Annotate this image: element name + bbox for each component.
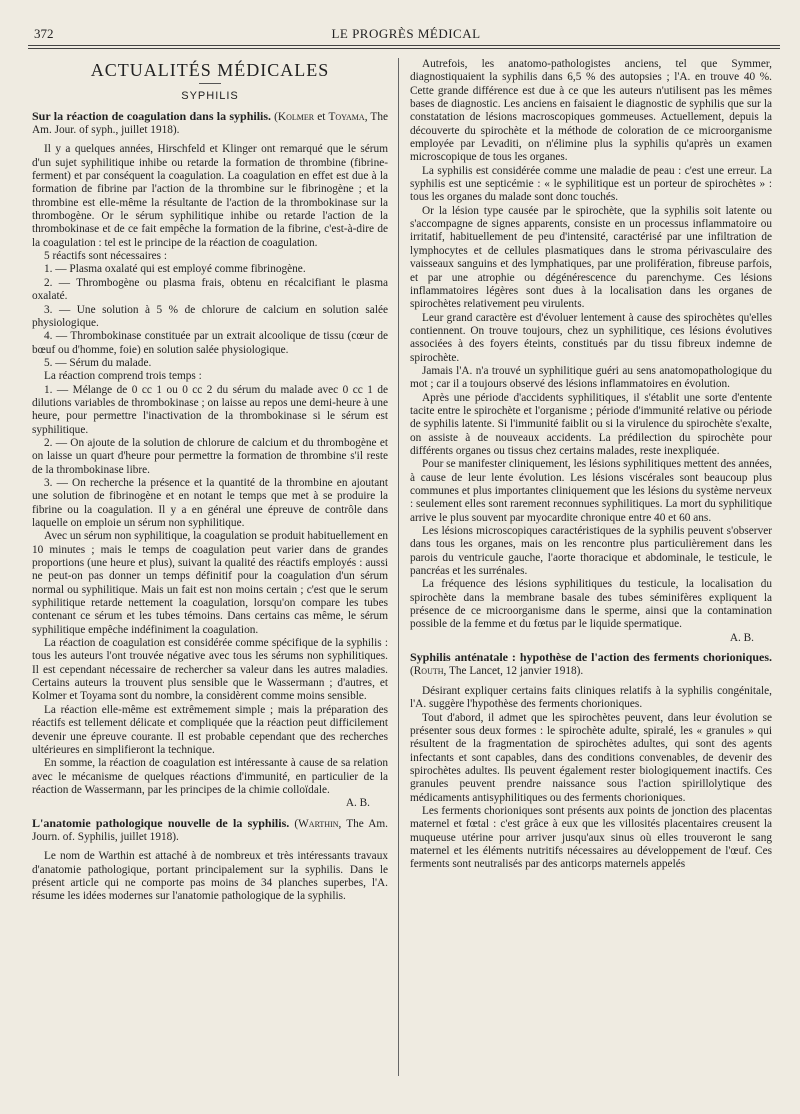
article-paragraph: Désirant expliquer certains faits cliniques relatifs à la syphilis congénitale, l'A. suggère l'hypothèse des ferments chorioniques. (410, 684, 772, 711)
article-paragraph: Or la lésion type causée par le spirochète, que la syphilis soit latente ou s'accompagne de signes apparents, consiste en un processus inflammatoire ou irritatif, habituellement de peu d'intensité, caractérisé par une infiltration de lymphocytes et de cellules plasmatiques dans le stroma périvasculaire des vaisseaux sanguins et des lymphatiques, par une prolifération, fibreuse parfois, et par une atrophie ou dégénérescence du parenchyme. Ces lésions inflammatoires légères sont dues à la localisation dans les organes de spirochètes relativement peu virulents. (410, 204, 772, 311)
article-signature: A. B. (345, 797, 370, 810)
header-rule-double (28, 48, 780, 49)
article-body (410, 685, 772, 872)
article-paragraph: Le nom de Warthin est attaché à de nombreux et très intéressants travaux d'anatomie pathologique, portant principalement sur la syphilis. Dans le présent article qui ne comporte pas moins de 34 planches superbes, l'A. résume les idées modernes sur l'anatomie pathologique de la syphilis. (32, 850, 388, 903)
title-ornament-rule (199, 83, 221, 84)
column-divider (398, 58, 399, 1076)
article-paragraph: Tout d'abord, il admet que les spirochètes peuvent, dans leur évolution se présenter sous deux formes : le spirochète adulte, spiralé, les « granules » qui résultent de la fragmentation de spirochètes adultes, qui sont des agents infectants et sont capables, dans des conditions convenables, de devenir des spirochètes adultes. Ils peuvent également rester biologiquement inactifs. Ces granules peuvent prendre naissance sous l'action spirillolytique des médicaments antisyphilitiques ou des ferments chorioniques. (410, 711, 772, 804)
journal-title: LE PROGRÈS MÉDICAL (331, 26, 481, 41)
article-paragraph: Autrefois, les anatomo-pathologistes anciens, tel que Symmer, diagnostiquaient la syphilis dans 6,5 % des autopsies ; l'A. en trouve 40 %. Cette grande différence est due à ce que les auteurs n'utilisent pas les mêmes bases de diagnostic. Les anciens en faisaient le diagnostic de syphilis que sur la constatation de lésions macroscopiques gommeuses. Actuellement, depuis la découverte du spirochète et la méthode de coloration de ce microorganisme employée par Levaditi, on n'élimine plus la syphilis qu'après un examen microscopique de tous les organes. (410, 58, 772, 164)
article-paragraph: 5. — Sérum du malade. (44, 356, 152, 369)
article-paragraph: La réaction comprend trois temps : (44, 370, 202, 383)
article-paragraph: 1. — Plasma oxalaté qui est employé comme fibrinogène. (44, 263, 306, 276)
article-paragraph: 3. — Une solution à 5 % de chlorure de calcium en solution salée physiologique. (32, 303, 388, 329)
article-heading (32, 110, 388, 138)
article-paragraph: La fréquence des lésions syphilitiques du testicule, la localisation du spirochète dans la membrane basale des tubes séminifères expliquent la présence de ce microorganisme dans le sperme, ainsi que la contamination possible de la femme et du fœtus par le liquide spermatique. (410, 578, 772, 631)
article-paragraph: Les ferments chorioniques sont présents aux points de jonction des placentas maternel et fœtal : c'est grâce à eux que les villosités placentaires creusent la muqueuse utérine pour arriver jusqu'aux sinus où elles trouveront le sang maternel et les éléments nutritifs nécessaires au développement de l'œuf. Ces ferments sont neutralisés par des anticorps maternels appelés (410, 804, 772, 871)
article-body-continued (410, 58, 772, 632)
ref-paren: ( (271, 110, 278, 123)
article-paragraph: 2. — On ajoute de la solution de chlorure de calcium et du thrombogène et on laisse un quart d'heure pour permettre la formation de thrombine s'il reste de la thrombokinase libre. (32, 436, 388, 476)
ref-paren: ( (289, 817, 299, 830)
article-paragraph: La syphilis est considérée comme une maladie de peau : c'est une erreur. La syphilis est une septicémie : « le syphilitique est un porteur de spirochètes » : tous les organes du malade sont donc touchés. (410, 164, 772, 204)
article-title: L'anatomie pathologique nouvelle de la syphilis. (32, 815, 290, 830)
ref-paren: ( (410, 665, 414, 678)
section-title: ACTUALITÉS MÉDICALES (90, 60, 330, 80)
article-author: Toyama (328, 110, 365, 123)
article-heading (32, 817, 388, 845)
article-paragraph: Les lésions microscopiques caractéristiques de la syphilis peuvent s'observer dans tous les organes, mais on les rencontre plus particulièrement dans les parois du ventricule gauche, l'aorte thoracique et abdominale, le testicule, le pancréas et les surrénales. (410, 525, 772, 578)
article-heading (410, 651, 772, 679)
article-paragraph: Jamais l'A. n'a trouvé un syphilitique guéri au sens anatomopathologique du mot ; car il a toujours observé des lésions inflammatoires en évolution. (410, 364, 772, 391)
article-title: Syphilis anténatale : hypothèse de l'action des ferments chorioniques. (410, 650, 772, 665)
article-reference: , The Lancet, 12 janvier 1918). (443, 665, 584, 678)
article-paragraph: Avec un sérum non syphilitique, la coagulation se produit habituellement en 10 minutes ; mais le temps de coagulation peut varier dans de grandes proportions (une heure et plus), suivant la qualité des réactifs employés : aussi ne peut-on pas donner un temps définitif pour la coagulation d'un sérum normal ou syphilitique. Mais un fait est non moins certain ; c'est que le serum syphilitique retarde nettement la coagulation, lorsqu'on compare les tubes contenant ce sérum et les tubes témoins. Dans certains cas même, le sérum syphilitique empêche indéfiniment la coagulation. (32, 530, 388, 636)
article-author: Warthin (298, 817, 339, 830)
article-paragraph: 3. — On recherche la présence et la quantité de la thrombine en ajoutant une solution de fibrinogène et en notant le temps que met à se produire la fibrine ou la coagulation. Il y a en général une épreuve de contrôle dans laquelle on emploie un sérum non syphilitique. (32, 476, 388, 529)
article-paragraph: La réaction elle-même est extrêmement simple ; mais la préparation des réactifs est tellement délicate et compliquée que la réaction peut difficilement devenir une épreuve courante. Il est probable cependant que des recherches ultérieures en simplifieront la technique. (32, 703, 388, 756)
article-paragraph: La réaction de coagulation est considérée comme spécifique de la syphilis : tous les auteurs l'ont trouvée négative avec tous les sérums non syphilitiques. Il est cependant nécessaire de rechercher sa valeur dans les autres maladies. Certains auteurs la trouvent plus sensible que le Wassermann ; d'autres, et Kolmer et Toyama sont du nombre, la considèrent comme moins sensible. (32, 637, 388, 703)
page-header (34, 26, 778, 44)
section-subheading: SYPHILIS (181, 90, 239, 103)
article-paragraph: 2. — Thrombogène ou plasma frais, obtenu en récalcifiant le plasma oxalaté. (32, 276, 388, 303)
article-title: Sur la réaction de coagulation dans la syphilis. (32, 108, 272, 123)
article-body (32, 143, 388, 797)
left-column (32, 58, 388, 1074)
article-reference: , The Am. Journ. of. Syphilis, juillet 1918). (32, 817, 388, 843)
article-paragraph: En somme, la réaction de coagulation est intéressante à cause de sa relation avec le mécanisme de quelques réactions d'immunité, en particulier de la réaction de Wassermann, par les principes de la chimie colloïdale. (32, 757, 388, 796)
article-reference: , The Am. Jour. of syph., juillet 1918). (32, 110, 388, 137)
article-author: Kolmer (277, 110, 315, 123)
article-paragraph: Après une période d'accidents syphilitiques, il s'établit une sorte d'entente tacite entre le spirochète et l'organisme ; période d'immunité relative ou période de syphilis latente. Si l'immunité faiblit ou si la virulence du spirochète s'exalte, on assiste à de nouveaux accidents. La prédilection du spirochète pour différents organes ou tissus chez certains malades, reste inexpliquée. (410, 391, 772, 457)
article-paragraph: 1. — Mélange de 0 cc 1 ou 0 cc 2 du sérum du malade avec 0 cc 1 de dilutions variables de thrombokinase ; on laisse au repos une demi-heure à une heure, pour permettre l'inactivation de la thrombokinase si le sérum est syphilitique. (32, 383, 388, 436)
article-paragraph: 4. — Thrombokinase constituée par un extrait alcoolique de tissu (cœur de bœuf ou d'homme, foie) en solution salée physiologique. (32, 330, 388, 356)
article-paragraph: Leur grand caractère est d'évoluer lentement à cause des spirochètes qu'elles contiennent. On trouve toujours, chez un syphilitique, ces lésions évolutives associées à des foyers éteints, constitués par du tissu fibreux indemne de spirochète. (410, 311, 772, 364)
article-signature: A. B. (729, 631, 754, 644)
article-author: Routh (413, 665, 444, 678)
ref-and: et (314, 110, 329, 123)
article-paragraph: 5 réactifs sont nécessaires : (44, 250, 167, 263)
article-paragraph: Pour se manifester cliniquement, les lésions syphilitiques mettent des années, à cause de leur lente évolution. Les lésions viscérales sont beaucoup plus communes et plus importantes cliniquement que les lésions du système nerveux : seulement elles sont rarement reconnues syphilitiques. La mort du syphilitique arrive le plus souvent par myocardite chronique entre 40 et 60 ans. (410, 458, 772, 524)
article-paragraph: Il y a quelques années, Hirschfeld et Klinger ont remarqué que le sérum d'un sujet syphilitique inhibe ou retarde la formation de thrombine (fibrine-ferment) et par conséquent la coagulation. La coagulation en effet est due à la formation de fibrine par l'action de la thrombine sur le fibrinogène ; et la thrombine est elle-même la résultante de l'action de la thrombokinase sur la thrombogène. Or le sérum syphilitique inhibe ou retarde l'action de la thrombokinase et de ce fait empêche la formation de la fibrine, c'est-à-dire de la coagulation : tel est le principe de la réaction de coagulation. (32, 143, 388, 249)
header-rule (28, 45, 780, 46)
page-number: 372 (34, 26, 54, 41)
right-column (410, 58, 772, 1074)
